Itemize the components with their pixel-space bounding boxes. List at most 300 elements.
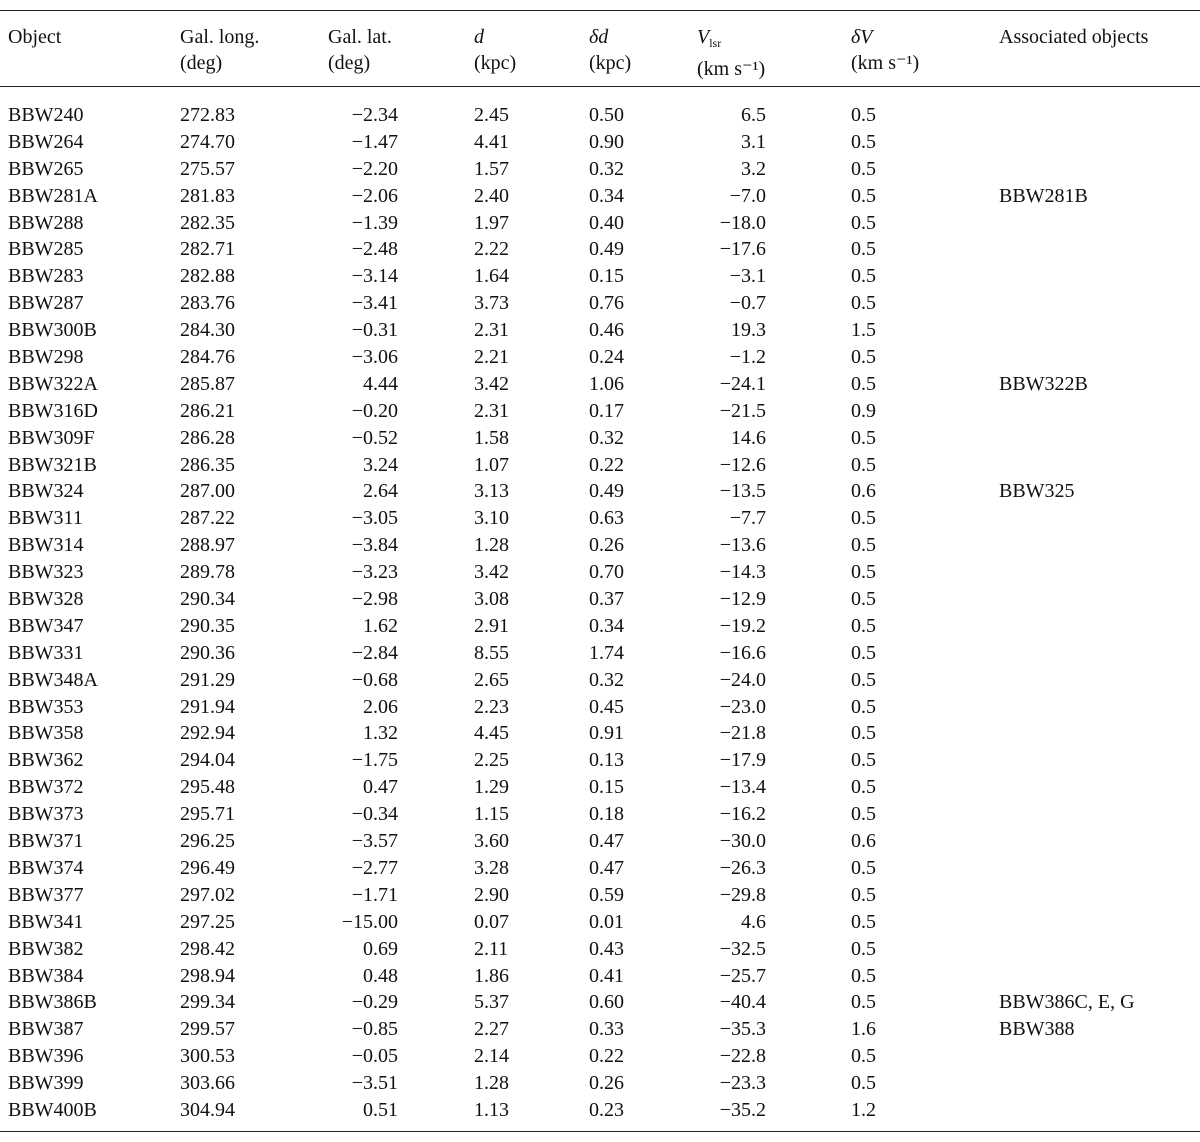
cell-gal-long: 281.83 bbox=[180, 184, 235, 207]
table-row bbox=[0, 909, 1200, 936]
cell-gal-lat: −3.23 bbox=[351, 561, 398, 584]
cell-gal-long: 296.25 bbox=[180, 830, 235, 853]
cell-velocity: −17.6 bbox=[719, 238, 766, 261]
cell-velocity-error: 0.5 bbox=[851, 1072, 876, 1095]
cell-distance-error: 0.49 bbox=[589, 238, 624, 261]
cell-velocity: −40.4 bbox=[719, 991, 766, 1014]
cell-distance: 2.31 bbox=[474, 319, 509, 342]
cell-velocity: −7.0 bbox=[729, 184, 766, 207]
cell-distance: 2.45 bbox=[474, 104, 509, 126]
col-header-unit: (kpc) bbox=[589, 52, 632, 74]
cell-distance-error: 0.23 bbox=[589, 1098, 624, 1121]
table-row bbox=[0, 129, 1200, 156]
cell-gal-lat: −3.41 bbox=[351, 292, 398, 315]
cell-gal-long: 290.34 bbox=[180, 588, 235, 611]
cell-gal-long: 282.71 bbox=[180, 238, 235, 261]
cell-distance: 1.28 bbox=[474, 1072, 509, 1095]
table-row bbox=[0, 559, 1200, 586]
cell-velocity-error: 0.5 bbox=[851, 695, 876, 718]
cell-gal-lat: 0.51 bbox=[363, 1098, 398, 1121]
cell-velocity-error: 0.5 bbox=[851, 668, 876, 691]
cell-distance-error: 0.45 bbox=[589, 695, 624, 718]
cell-gal-lat: 2.06 bbox=[363, 695, 398, 718]
cell-gal-long: 297.02 bbox=[180, 883, 235, 906]
table-bottom-rule bbox=[0, 1131, 1200, 1132]
cell-velocity: −13.6 bbox=[719, 534, 766, 557]
col-header-label: δV bbox=[851, 26, 873, 48]
cell-gal-lat: −2.34 bbox=[351, 104, 398, 126]
cell-gal-lat: −0.34 bbox=[351, 803, 398, 826]
col-header-object bbox=[8, 24, 61, 50]
table-row bbox=[0, 1070, 1200, 1097]
cell-gal-long: 272.83 bbox=[180, 104, 235, 126]
cell-gal-long: 295.48 bbox=[180, 776, 235, 799]
cell-gal-lat: −3.84 bbox=[351, 534, 398, 557]
col-header-unit: (km s⁻¹) bbox=[851, 52, 920, 74]
cell-gal-long: 294.04 bbox=[180, 749, 235, 772]
cell-gal-long: 286.35 bbox=[180, 453, 235, 476]
col-header-unit: (deg) bbox=[328, 52, 371, 74]
cell-distance: 2.40 bbox=[474, 184, 509, 207]
cell-object: BBW373 bbox=[8, 803, 84, 826]
table-row bbox=[0, 452, 1200, 479]
cell-distance: 1.97 bbox=[474, 211, 509, 234]
cell-distance: 5.37 bbox=[474, 991, 509, 1014]
cell-distance-error: 1.06 bbox=[589, 372, 624, 395]
cell-velocity: −22.8 bbox=[719, 1045, 766, 1068]
cell-object: BBW341 bbox=[8, 910, 84, 933]
cell-velocity-error: 0.5 bbox=[851, 130, 876, 153]
table-row bbox=[0, 720, 1200, 747]
cell-associated: BBW388 bbox=[999, 1018, 1075, 1041]
cell-gal-long: 296.49 bbox=[180, 856, 235, 879]
cell-associated: BBW322B bbox=[999, 372, 1088, 395]
cell-gal-long: 300.53 bbox=[180, 1045, 235, 1068]
cell-gal-long: 299.34 bbox=[180, 991, 235, 1014]
table-row bbox=[0, 371, 1200, 398]
cell-velocity: −12.6 bbox=[719, 453, 766, 476]
cell-distance: 2.90 bbox=[474, 883, 509, 906]
cell-velocity: −35.3 bbox=[719, 1018, 766, 1041]
cell-gal-long: 299.57 bbox=[180, 1018, 235, 1041]
cell-object: BBW309F bbox=[8, 426, 95, 449]
cell-object: BBW400B bbox=[8, 1098, 97, 1121]
cell-gal-long: 288.97 bbox=[180, 534, 235, 557]
cell-object: BBW298 bbox=[8, 346, 84, 369]
col-header-unit: (kpc) bbox=[474, 52, 517, 74]
cell-object: BBW285 bbox=[8, 238, 84, 261]
col-header-velocity-error bbox=[851, 24, 919, 76]
cell-gal-long: 297.25 bbox=[180, 910, 235, 933]
cell-velocity-error: 0.5 bbox=[851, 184, 876, 207]
cell-distance-error: 0.60 bbox=[589, 991, 624, 1014]
cell-velocity-error: 0.5 bbox=[851, 265, 876, 288]
cell-velocity: 19.3 bbox=[731, 319, 766, 342]
table-row bbox=[0, 236, 1200, 263]
cell-velocity-error: 1.2 bbox=[851, 1098, 876, 1121]
cell-distance-error: 0.26 bbox=[589, 534, 624, 557]
cell-velocity: −24.0 bbox=[719, 668, 766, 691]
cell-distance: 3.08 bbox=[474, 588, 509, 611]
cell-distance: 2.65 bbox=[474, 668, 509, 691]
col-header-label: d bbox=[474, 26, 484, 48]
cell-object: BBW386B bbox=[8, 991, 97, 1014]
cell-gal-lat: −0.29 bbox=[351, 991, 398, 1014]
cell-distance-error: 0.46 bbox=[589, 319, 624, 342]
table-row bbox=[0, 828, 1200, 855]
cell-object: BBW321B bbox=[8, 453, 97, 476]
table-row bbox=[0, 290, 1200, 317]
cell-distance: 3.13 bbox=[474, 480, 509, 503]
table-row bbox=[0, 1097, 1200, 1124]
cell-gal-lat: −2.84 bbox=[351, 641, 398, 664]
cell-distance-error: 0.24 bbox=[589, 346, 624, 369]
cell-distance-error: 0.32 bbox=[589, 426, 624, 449]
cell-velocity-error: 0.5 bbox=[851, 856, 876, 879]
cell-object: BBW287 bbox=[8, 292, 84, 315]
cell-distance: 2.27 bbox=[474, 1018, 509, 1041]
cell-gal-lat: −1.75 bbox=[351, 749, 398, 772]
cell-gal-long: 290.36 bbox=[180, 641, 235, 664]
table-row bbox=[0, 586, 1200, 613]
cell-distance-error: 0.18 bbox=[589, 803, 624, 826]
cell-distance: 2.22 bbox=[474, 238, 509, 261]
cell-object: BBW324 bbox=[8, 480, 84, 503]
cell-velocity: −13.5 bbox=[719, 480, 766, 503]
cell-velocity-error: 0.5 bbox=[851, 803, 876, 826]
cell-velocity: −13.4 bbox=[719, 776, 766, 799]
cell-distance-error: 0.70 bbox=[589, 561, 624, 584]
cell-distance-error: 0.37 bbox=[589, 588, 624, 611]
cell-distance: 2.91 bbox=[474, 614, 509, 637]
table-row bbox=[0, 425, 1200, 452]
cell-object: BBW331 bbox=[8, 641, 84, 664]
cell-gal-lat: −0.05 bbox=[351, 1045, 398, 1068]
cell-object: BBW377 bbox=[8, 883, 84, 906]
cell-distance-error: 0.32 bbox=[589, 157, 624, 180]
col-header-label: Associated objects bbox=[999, 26, 1149, 48]
table-row bbox=[0, 694, 1200, 721]
cell-velocity-error: 0.5 bbox=[851, 507, 876, 530]
cell-associated: BBW325 bbox=[999, 480, 1075, 503]
cell-object: BBW300B bbox=[8, 319, 97, 342]
cell-velocity-error: 0.5 bbox=[851, 104, 876, 126]
cell-gal-long: 292.94 bbox=[180, 722, 235, 745]
cell-gal-long: 298.42 bbox=[180, 937, 235, 960]
cell-distance-error: 0.34 bbox=[589, 184, 624, 207]
cell-distance: 2.14 bbox=[474, 1045, 509, 1068]
table-row bbox=[0, 801, 1200, 828]
cell-distance-error: 0.41 bbox=[589, 964, 624, 987]
col-header-distance-error bbox=[589, 24, 631, 76]
cell-distance-error: 0.76 bbox=[589, 292, 624, 315]
cell-distance: 1.29 bbox=[474, 776, 509, 799]
cell-distance: 4.41 bbox=[474, 130, 509, 153]
cell-velocity-error: 1.5 bbox=[851, 319, 876, 342]
cell-gal-long: 287.00 bbox=[180, 480, 235, 503]
cell-gal-lat: −3.51 bbox=[351, 1072, 398, 1095]
cell-distance-error: 0.90 bbox=[589, 130, 624, 153]
cell-gal-lat: 4.44 bbox=[363, 372, 398, 395]
cell-gal-lat: −2.48 bbox=[351, 238, 398, 261]
cell-velocity-error: 0.6 bbox=[851, 830, 876, 853]
cell-distance-error: 0.13 bbox=[589, 749, 624, 772]
cell-gal-lat: 0.47 bbox=[363, 776, 398, 799]
table-row bbox=[0, 667, 1200, 694]
col-header-unit: (km s⁻¹) bbox=[697, 58, 766, 80]
col-header-label: V bbox=[697, 26, 710, 48]
cell-object: BBW371 bbox=[8, 830, 84, 853]
cell-object: BBW328 bbox=[8, 588, 84, 611]
cell-distance: 2.21 bbox=[474, 346, 509, 369]
cell-distance: 2.11 bbox=[474, 937, 509, 960]
cell-gal-lat: −15.00 bbox=[341, 910, 398, 933]
table-row bbox=[0, 344, 1200, 371]
cell-gal-lat: −2.98 bbox=[351, 588, 398, 611]
cell-velocity: −26.3 bbox=[719, 856, 766, 879]
cell-velocity: −18.0 bbox=[719, 211, 766, 234]
cell-distance: 0.07 bbox=[474, 910, 509, 933]
cell-distance-error: 0.26 bbox=[589, 1072, 624, 1095]
cell-velocity-error: 0.5 bbox=[851, 641, 876, 664]
cell-object: BBW288 bbox=[8, 211, 84, 234]
cell-distance-error: 0.22 bbox=[589, 453, 624, 476]
cell-gal-lat: −0.85 bbox=[351, 1018, 398, 1041]
cell-object: BBW362 bbox=[8, 749, 84, 772]
cell-velocity-error: 0.5 bbox=[851, 157, 876, 180]
cell-velocity: −17.9 bbox=[719, 749, 766, 772]
cell-distance: 1.13 bbox=[474, 1098, 509, 1121]
cell-velocity: −35.2 bbox=[719, 1098, 766, 1121]
cell-velocity: −3.1 bbox=[729, 265, 766, 288]
cell-velocity: 4.6 bbox=[741, 910, 766, 933]
cell-gal-lat: −2.77 bbox=[351, 856, 398, 879]
cell-gal-lat: −0.68 bbox=[351, 668, 398, 691]
table-row bbox=[0, 747, 1200, 774]
cell-velocity-error: 0.5 bbox=[851, 991, 876, 1014]
cell-gal-lat: 0.48 bbox=[363, 964, 398, 987]
table-row bbox=[0, 505, 1200, 532]
cell-distance-error: 0.22 bbox=[589, 1045, 624, 1068]
table-row bbox=[0, 398, 1200, 425]
cell-velocity-error: 0.5 bbox=[851, 722, 876, 745]
cell-gal-long: 289.78 bbox=[180, 561, 235, 584]
cell-gal-long: 284.30 bbox=[180, 319, 235, 342]
cell-distance: 1.86 bbox=[474, 964, 509, 987]
col-header-label: Gal. lat. bbox=[328, 26, 392, 48]
cell-distance: 4.45 bbox=[474, 722, 509, 745]
cell-object: BBW372 bbox=[8, 776, 84, 799]
cell-distance: 2.31 bbox=[474, 399, 509, 422]
cell-distance: 8.55 bbox=[474, 641, 509, 664]
cell-gal-long: 291.29 bbox=[180, 668, 235, 691]
table-row bbox=[0, 855, 1200, 882]
cell-velocity-error: 0.5 bbox=[851, 588, 876, 611]
cell-velocity: −7.7 bbox=[729, 507, 766, 530]
table-row bbox=[0, 613, 1200, 640]
cell-distance: 1.28 bbox=[474, 534, 509, 557]
cell-distance: 1.64 bbox=[474, 265, 509, 288]
cell-distance-error: 0.50 bbox=[589, 104, 624, 126]
cell-gal-lat: −2.20 bbox=[351, 157, 398, 180]
cell-associated: BBW386C, E, G bbox=[999, 991, 1135, 1014]
cell-velocity: −24.1 bbox=[719, 372, 766, 395]
cell-velocity: 3.2 bbox=[741, 157, 766, 180]
cell-velocity-error: 0.5 bbox=[851, 534, 876, 557]
cell-object: BBW384 bbox=[8, 964, 84, 987]
cell-gal-long: 282.35 bbox=[180, 211, 235, 234]
cell-velocity-error: 0.5 bbox=[851, 883, 876, 906]
table-row bbox=[0, 1016, 1200, 1043]
table-row bbox=[0, 1043, 1200, 1070]
cell-distance-error: 0.59 bbox=[589, 883, 624, 906]
cell-velocity-error: 0.9 bbox=[851, 399, 876, 422]
cell-distance-error: 0.49 bbox=[589, 480, 624, 503]
table-body bbox=[0, 102, 1200, 1124]
cell-distance-error: 0.63 bbox=[589, 507, 624, 530]
cell-distance: 1.57 bbox=[474, 157, 509, 180]
cell-distance: 3.42 bbox=[474, 561, 509, 584]
cell-distance-error: 0.32 bbox=[589, 668, 624, 691]
cell-distance-error: 0.34 bbox=[589, 614, 624, 637]
cell-velocity: −30.0 bbox=[719, 830, 766, 853]
cell-gal-long: 286.28 bbox=[180, 426, 235, 449]
table-row bbox=[0, 963, 1200, 990]
table-row bbox=[0, 263, 1200, 290]
cell-distance: 1.07 bbox=[474, 453, 509, 476]
table-row bbox=[0, 640, 1200, 667]
cell-distance: 3.10 bbox=[474, 507, 509, 530]
cell-gal-lat: 0.69 bbox=[363, 937, 398, 960]
cell-object: BBW348A bbox=[8, 668, 98, 691]
cell-gal-lat: 2.64 bbox=[363, 480, 398, 503]
col-header-subscript: lsr bbox=[709, 36, 722, 50]
cell-velocity: −29.8 bbox=[719, 883, 766, 906]
cell-gal-long: 274.70 bbox=[180, 130, 235, 153]
table-row bbox=[0, 156, 1200, 183]
col-header-gal-long bbox=[180, 24, 259, 76]
cell-velocity: −19.2 bbox=[719, 614, 766, 637]
cell-velocity: −0.7 bbox=[729, 292, 766, 315]
col-header-unit: (deg) bbox=[180, 52, 223, 74]
table-row bbox=[0, 478, 1200, 505]
cell-velocity: −25.7 bbox=[719, 964, 766, 987]
cell-object: BBW283 bbox=[8, 265, 84, 288]
cell-object: BBW374 bbox=[8, 856, 84, 879]
cell-velocity-error: 0.5 bbox=[851, 372, 876, 395]
cell-object: BBW281A bbox=[8, 184, 98, 207]
table-row bbox=[0, 774, 1200, 801]
cell-distance: 2.25 bbox=[474, 749, 509, 772]
col-header-label: Gal. long. bbox=[180, 26, 260, 48]
cell-gal-lat: −3.14 bbox=[351, 265, 398, 288]
cell-gal-long: 303.66 bbox=[180, 1072, 235, 1095]
cell-velocity-error: 0.5 bbox=[851, 426, 876, 449]
cell-gal-lat: −0.31 bbox=[351, 319, 398, 342]
cell-object: BBW311 bbox=[8, 507, 83, 530]
cell-distance-error: 0.47 bbox=[589, 856, 624, 879]
cell-object: BBW353 bbox=[8, 695, 84, 718]
cell-velocity-error: 0.5 bbox=[851, 1045, 876, 1068]
cell-velocity: −12.9 bbox=[719, 588, 766, 611]
cell-velocity: −23.3 bbox=[719, 1072, 766, 1095]
cell-object: BBW358 bbox=[8, 722, 84, 745]
cell-gal-long: 290.35 bbox=[180, 614, 235, 637]
cell-velocity-error: 0.5 bbox=[851, 964, 876, 987]
cell-object: BBW240 bbox=[8, 104, 84, 126]
cell-gal-long: 295.71 bbox=[180, 803, 235, 826]
cell-velocity: 6.5 bbox=[741, 104, 766, 126]
cell-gal-lat: −3.57 bbox=[351, 830, 398, 853]
cell-gal-lat: −0.20 bbox=[351, 399, 398, 422]
cell-object: BBW265 bbox=[8, 157, 84, 180]
cell-gal-lat: −2.06 bbox=[351, 184, 398, 207]
cell-gal-lat: −3.06 bbox=[351, 346, 398, 369]
cell-velocity-error: 0.5 bbox=[851, 910, 876, 933]
cell-velocity: −21.8 bbox=[719, 722, 766, 745]
cell-distance: 1.15 bbox=[474, 803, 509, 826]
cell-velocity-error: 0.5 bbox=[851, 211, 876, 234]
cell-gal-lat: 1.32 bbox=[363, 722, 398, 745]
cell-gal-long: 285.87 bbox=[180, 372, 235, 395]
cell-velocity-error: 0.5 bbox=[851, 561, 876, 584]
table-row bbox=[0, 210, 1200, 237]
cell-object: BBW382 bbox=[8, 937, 84, 960]
cell-gal-long: 286.21 bbox=[180, 399, 235, 422]
cell-distance-error: 0.91 bbox=[589, 722, 624, 745]
cell-velocity-error: 0.5 bbox=[851, 776, 876, 799]
cell-gal-long: 282.88 bbox=[180, 265, 235, 288]
cell-velocity-error: 0.5 bbox=[851, 749, 876, 772]
cell-velocity: −16.6 bbox=[719, 641, 766, 664]
cell-gal-long: 283.76 bbox=[180, 292, 235, 315]
cell-gal-long: 304.94 bbox=[180, 1098, 235, 1121]
col-header-distance bbox=[474, 24, 516, 76]
col-header-velocity bbox=[697, 24, 765, 82]
cell-gal-lat: −0.52 bbox=[351, 426, 398, 449]
cell-distance-error: 1.74 bbox=[589, 641, 624, 664]
cell-gal-long: 298.94 bbox=[180, 964, 235, 987]
cell-velocity-error: 1.6 bbox=[851, 1018, 876, 1041]
cell-velocity: −32.5 bbox=[719, 937, 766, 960]
cell-object: BBW322A bbox=[8, 372, 98, 395]
table-row bbox=[0, 882, 1200, 909]
table-top-rule bbox=[0, 10, 1200, 11]
cell-velocity-error: 0.6 bbox=[851, 480, 876, 503]
cell-velocity: −14.3 bbox=[719, 561, 766, 584]
cell-distance-error: 0.15 bbox=[589, 265, 624, 288]
cell-gal-long: 275.57 bbox=[180, 157, 235, 180]
cell-object: BBW323 bbox=[8, 561, 84, 584]
cell-distance: 3.73 bbox=[474, 292, 509, 315]
table-row bbox=[0, 989, 1200, 1016]
cell-velocity-error: 0.5 bbox=[851, 238, 876, 261]
col-header-gal-lat bbox=[328, 24, 392, 76]
cell-gal-long: 291.94 bbox=[180, 695, 235, 718]
cell-velocity: 3.1 bbox=[741, 130, 766, 153]
cell-distance: 1.58 bbox=[474, 426, 509, 449]
cell-associated: BBW281B bbox=[999, 184, 1088, 207]
cell-velocity: −23.0 bbox=[719, 695, 766, 718]
table-row bbox=[0, 936, 1200, 963]
cell-velocity: −16.2 bbox=[719, 803, 766, 826]
cell-gal-long: 287.22 bbox=[180, 507, 235, 530]
cell-distance: 3.60 bbox=[474, 830, 509, 853]
col-header-label: δd bbox=[589, 26, 609, 48]
cell-object: BBW264 bbox=[8, 130, 84, 153]
col-header-label: Object bbox=[8, 26, 62, 48]
cell-gal-lat: −1.71 bbox=[351, 883, 398, 906]
